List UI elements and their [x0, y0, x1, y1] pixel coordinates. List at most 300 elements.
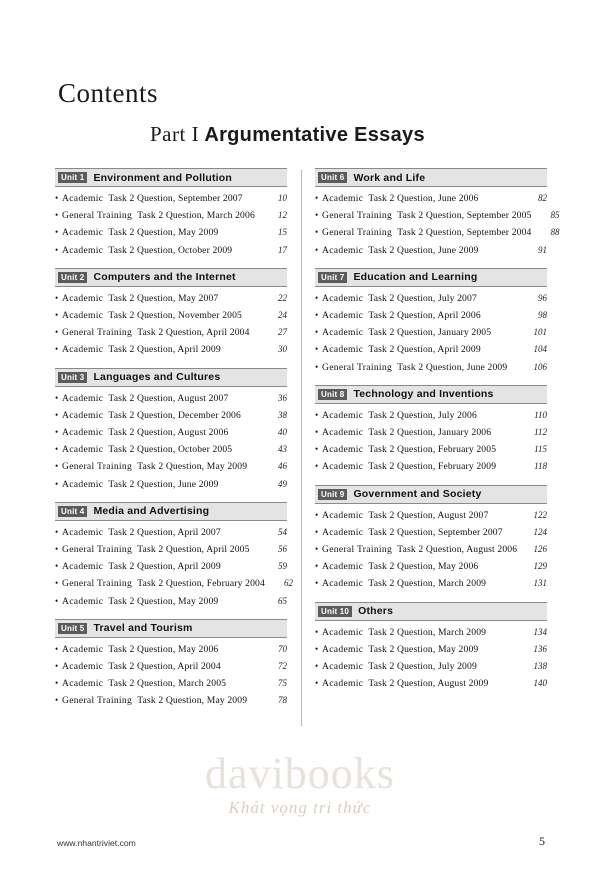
toc-entry-kind: Academic	[62, 392, 104, 404]
toc-entry-page: 82	[538, 193, 547, 203]
toc-entry-page: 54	[278, 526, 287, 537]
toc-entry-description: Task 2 Question, April 2009	[108, 344, 221, 356]
unit-block	[55, 268, 287, 359]
toc-entry-description: Task 2 Question, August 2006	[108, 427, 229, 439]
toc-entry[interactable]	[315, 324, 547, 341]
toc-entry-description: Task 2 Question, September 2004	[397, 227, 532, 239]
toc-entry[interactable]	[315, 658, 547, 675]
toc-entry[interactable]	[55, 290, 287, 307]
footer-url: www.nhantriviet.com	[57, 838, 136, 848]
bullet-icon: •	[55, 210, 59, 221]
bullet-icon: •	[55, 244, 59, 255]
toc-entry-description: Task 2 Question, September 2007	[368, 526, 503, 538]
toc-entry-description: Task 2 Question, March 2009	[368, 626, 487, 638]
toc-entry[interactable]	[315, 558, 547, 575]
toc-entry-page: 59	[278, 561, 287, 572]
unit-title: Government and Society	[353, 488, 482, 501]
toc-entry-description: Task 2 Question, April 2004	[108, 661, 221, 673]
toc-entry-label	[62, 408, 259, 424]
toc-entry-label	[322, 408, 519, 424]
toc-entry-page: 85	[550, 210, 560, 221]
toc-entry[interactable]	[315, 307, 547, 324]
unit-title: Environment and Pollution	[93, 171, 233, 184]
toc-entry-description: Task 2 Question, August 2007	[368, 509, 489, 521]
toc-entry[interactable]	[315, 641, 547, 658]
bullet-icon: •	[55, 427, 59, 438]
toc-entry-kind: General Training	[62, 461, 133, 473]
toc-entry-label	[62, 693, 259, 709]
toc-entry-page: 10	[278, 193, 287, 203]
toc-entry[interactable]	[315, 541, 547, 558]
bullet-icon: •	[315, 461, 319, 472]
bullet-icon: •	[315, 643, 319, 654]
toc-entry-kind: Academic	[62, 526, 104, 538]
toc-entry-description: Task 2 Question, November 2005	[108, 310, 242, 322]
toc-entry-kind: Academic	[62, 444, 104, 456]
part-heading	[150, 122, 425, 147]
toc-entry-page: 106	[533, 361, 547, 372]
bullet-icon: •	[55, 544, 59, 555]
toc-entry[interactable]	[55, 424, 287, 441]
toc-entry-kind: Academic	[62, 643, 104, 655]
bullet-icon: •	[55, 292, 59, 303]
toc-entry-description: Task 2 Question, October 2009	[108, 244, 233, 256]
toc-entry-kind: Academic	[62, 227, 104, 239]
toc-entry-kind: Academic	[62, 344, 104, 356]
toc-entry-page: 126	[533, 544, 547, 555]
toc-entry-kind: Academic	[322, 193, 364, 204]
toc-entry[interactable]	[55, 641, 287, 658]
toc-entry[interactable]	[315, 290, 547, 307]
toc-entry-page: 75	[278, 678, 287, 689]
toc-entry-label	[322, 360, 519, 376]
unit-number-badge: Unit 8	[318, 389, 347, 400]
bullet-icon: •	[55, 695, 59, 706]
toc-entry[interactable]	[315, 341, 547, 358]
toc-entry-description: Task 2 Question, May 2009	[137, 695, 248, 707]
toc-entry[interactable]	[315, 207, 560, 224]
toc-entry-label	[62, 477, 259, 493]
bullet-icon: •	[315, 244, 319, 255]
toc-entry-kind: Academic	[322, 327, 364, 339]
toc-entry-label	[62, 594, 259, 610]
toc-entry-page: 118	[534, 461, 547, 472]
toc-entry-description: Task 2 Question, May 2009	[108, 595, 219, 607]
toc-entry-label	[62, 576, 265, 592]
toc-entry-description: Task 2 Question, June 2009	[108, 478, 219, 490]
bullet-icon: •	[315, 509, 319, 520]
toc-entry-kind: Academic	[62, 292, 104, 304]
toc-entry-page: 112	[534, 427, 547, 438]
toc-entry-page: 46	[278, 461, 287, 472]
toc-entry[interactable]	[315, 624, 547, 641]
unit-header[interactable]	[315, 602, 547, 621]
toc-entry[interactable]	[315, 407, 547, 424]
toc-entry-label	[322, 508, 519, 524]
toc-entry-kind: Academic	[62, 409, 104, 421]
unit-number-badge: Unit 6	[318, 172, 347, 183]
unit-number-badge: Unit 3	[58, 372, 87, 383]
toc-entry-label	[62, 342, 259, 358]
toc-entry-label	[62, 642, 259, 658]
bullet-icon: •	[55, 461, 59, 472]
toc-entry-page: 49	[278, 478, 287, 489]
toc-entry[interactable]	[315, 424, 547, 441]
toc-entry-kind: General Training	[62, 210, 133, 222]
toc-entry-page: 122	[533, 509, 547, 520]
toc-entry-page: 56	[278, 544, 287, 555]
toc-entry-page: 38	[278, 409, 287, 420]
bullet-icon: •	[315, 210, 319, 221]
toc-entry-label	[62, 676, 259, 692]
toc-entry-label	[62, 559, 259, 575]
unit-title: Education and Learning	[353, 271, 478, 284]
bullet-icon: •	[55, 578, 59, 589]
bullet-icon: •	[315, 327, 319, 338]
contents-column-right	[315, 168, 560, 701]
toc-entry-kind: General Training	[62, 327, 133, 339]
unit-block	[315, 385, 547, 476]
toc-entry-kind: Academic	[62, 661, 104, 673]
footer-page-number: 5	[539, 834, 545, 848]
bullet-icon: •	[315, 561, 319, 572]
toc-entry-label	[62, 525, 259, 541]
toc-entry-label	[322, 625, 519, 641]
toc-entry[interactable]	[315, 224, 560, 241]
toc-entry[interactable]	[55, 476, 287, 493]
toc-entry-page: 62	[283, 578, 293, 589]
unit-block	[315, 485, 547, 593]
toc-entry-description: Task 2 Question, January 2006	[368, 427, 492, 439]
toc-entry-label	[322, 291, 519, 307]
toc-entry-description: Task 2 Question, February 2009	[368, 461, 497, 473]
toc-entry[interactable]	[55, 458, 287, 475]
toc-entry-kind: Academic	[322, 643, 364, 655]
toc-entry-description: Task 2 Question, July 2009	[368, 661, 477, 673]
bullet-icon: •	[55, 392, 59, 403]
bullet-icon: •	[55, 595, 59, 606]
toc-entry-label	[62, 225, 259, 241]
bullet-icon: •	[315, 292, 319, 303]
toc-entry[interactable]	[315, 675, 547, 692]
toc-entry-label	[322, 342, 519, 358]
unit-number-badge: Unit 1	[58, 172, 87, 183]
toc-entry-kind: Academic	[322, 578, 364, 590]
toc-entry-label	[62, 659, 259, 675]
toc-entry-description: Task 2 Question, June 2009	[368, 244, 479, 256]
toc-entry-label	[322, 442, 519, 458]
toc-entry-description: Task 2 Question, February 2005	[368, 444, 497, 456]
toc-entry-page: 131	[533, 578, 547, 589]
toc-entry[interactable]	[55, 692, 287, 709]
unit-title: Media and Advertising	[93, 505, 210, 518]
toc-entry-kind: Academic	[322, 461, 364, 473]
toc-entry-page: 15	[278, 227, 287, 238]
unit-title: Technology and Inventions	[353, 388, 494, 401]
toc-entry-page: 17	[278, 244, 287, 255]
toc-entry-description: Task 2 Question, September 2005	[397, 210, 532, 222]
toc-entry-kind: Academic	[62, 678, 104, 690]
toc-entry[interactable]	[55, 524, 287, 541]
toc-entry-kind: Academic	[322, 292, 364, 304]
toc-entry-label	[322, 243, 519, 259]
toc-entry-description: Task 2 Question, April 2009	[368, 344, 481, 356]
bullet-icon: •	[55, 678, 59, 689]
toc-entry-description: Task 2 Question, April 2007	[108, 526, 221, 538]
toc-entry-label	[322, 542, 519, 558]
bullet-icon: •	[315, 361, 319, 372]
toc-entry-label	[322, 459, 519, 475]
bullet-icon: •	[315, 427, 319, 438]
unit-title: Work and Life	[353, 171, 426, 184]
unit-number-badge: Unit 2	[58, 272, 87, 283]
watermark-main: davibooks	[205, 749, 395, 798]
watermark-sub: Khát vọng tri thức	[228, 798, 372, 817]
unit-header[interactable]	[55, 502, 287, 521]
toc-entry-page: 12	[278, 210, 287, 221]
toc-entry-description: Task 2 Question, June 2006	[368, 193, 479, 204]
toc-entry-label	[62, 208, 259, 224]
toc-entry-label	[62, 391, 259, 407]
toc-entry[interactable]	[315, 242, 547, 259]
toc-entry[interactable]	[315, 458, 547, 475]
toc-entry-page: 98	[538, 310, 547, 321]
toc-entry[interactable]	[55, 407, 287, 424]
toc-entry-label	[322, 191, 519, 207]
toc-entry[interactable]	[55, 593, 287, 610]
bullet-icon: •	[315, 344, 319, 355]
toc-entry-kind: Academic	[62, 561, 104, 573]
contents-columns	[55, 168, 560, 728]
unit-header[interactable]	[55, 268, 287, 287]
toc-entry[interactable]	[55, 558, 287, 575]
toc-entry-label	[62, 425, 259, 441]
unit-block	[315, 168, 560, 259]
toc-entry[interactable]	[55, 207, 287, 224]
unit-block	[55, 502, 293, 610]
toc-entry[interactable]	[55, 224, 287, 241]
toc-entry-label	[62, 325, 259, 341]
toc-entry-description: Task 2 Question, June 2009	[397, 361, 508, 373]
toc-entry[interactable]	[55, 658, 287, 675]
toc-entry-description: Task 2 Question, May 2009	[368, 643, 479, 655]
toc-entry-description: Task 2 Question, October 2005	[108, 444, 233, 456]
unit-header[interactable]	[55, 368, 287, 387]
toc-entry-page: 24	[278, 310, 287, 321]
toc-entry-kind: Academic	[322, 678, 364, 690]
toc-entry-description: Task 2 Question, December 2006	[108, 409, 241, 421]
toc-entry-label	[322, 308, 519, 324]
bullet-icon: •	[315, 310, 319, 321]
toc-entry-kind: Academic	[322, 444, 364, 456]
bullet-icon: •	[315, 661, 319, 672]
part-name: Argumentative Essays	[204, 124, 425, 146]
toc-entry-page: 88	[550, 227, 560, 238]
toc-entry[interactable]	[55, 341, 287, 358]
toc-entry-kind: Academic	[322, 310, 364, 322]
toc-entry-description: Task 2 Question, May 2009	[108, 227, 219, 239]
toc-entry-kind: Academic	[322, 409, 364, 421]
unit-block	[55, 168, 287, 259]
toc-entry-kind: Academic	[322, 661, 364, 673]
toc-entry-page: 72	[278, 661, 287, 672]
toc-entry-description: Task 2 Question, March 2006	[137, 210, 255, 222]
toc-entry[interactable]	[315, 507, 547, 524]
toc-entry[interactable]	[55, 541, 287, 558]
unit-header[interactable]	[315, 385, 547, 404]
bullet-icon: •	[315, 544, 319, 555]
toc-entry[interactable]	[55, 307, 287, 324]
unit-title: Computers and the Internet	[93, 271, 236, 284]
toc-entry-kind: General Training	[62, 544, 133, 556]
toc-entry-kind: General Training	[62, 695, 133, 707]
toc-entry-page: 101	[533, 327, 547, 338]
toc-entry-label	[322, 559, 519, 575]
toc-entry-description: Task 2 Question, April 2005	[137, 544, 250, 556]
toc-entry-description: Task 2 Question, May 2009	[137, 461, 248, 473]
toc-entry-page: 96	[538, 292, 547, 303]
toc-entry-kind: Academic	[322, 526, 364, 538]
toc-entry-kind: Academic	[62, 478, 104, 490]
unit-header[interactable]	[315, 168, 547, 187]
bullet-icon: •	[55, 310, 59, 321]
bullet-icon: •	[315, 409, 319, 420]
toc-entry-page: 65	[278, 595, 287, 606]
toc-entry-kind: Academic	[62, 310, 104, 322]
bullet-icon: •	[55, 661, 59, 672]
toc-entry-label	[322, 642, 519, 658]
toc-entry[interactable]	[55, 675, 287, 692]
bullet-icon: •	[55, 344, 59, 355]
toc-entry-description: Task 2 Question, February 2004	[137, 578, 265, 590]
bullet-icon: •	[55, 327, 59, 338]
toc-entry-description: Task 2 Question, August 2007	[108, 392, 229, 404]
toc-entry-kind: General Training	[322, 227, 393, 239]
toc-entry[interactable]	[55, 242, 287, 259]
toc-entry-description: Task 2 Question, January 2005	[368, 327, 492, 339]
toc-entry-label	[322, 676, 519, 692]
unit-block	[315, 268, 547, 376]
toc-entry-description: Task 2 Question, September 2007	[108, 193, 243, 204]
toc-entry-kind: Academic	[322, 427, 364, 439]
toc-entry[interactable]	[55, 441, 287, 458]
unit-block	[315, 602, 547, 693]
page-title: Contents	[58, 78, 159, 108]
toc-entry-description: Task 2 Question, April 2004	[137, 327, 250, 339]
bullet-icon: •	[315, 678, 319, 689]
toc-entry-label	[322, 525, 519, 541]
toc-entry-page: 43	[278, 444, 287, 455]
toc-entry-kind: Academic	[62, 244, 104, 256]
toc-entry[interactable]	[55, 575, 293, 592]
toc-entry-page: 40	[278, 427, 287, 438]
bullet-icon: •	[55, 444, 59, 455]
toc-entry-description: Task 2 Question, March 2009	[368, 578, 487, 590]
toc-entry-page: 136	[533, 643, 547, 654]
unit-number-badge: Unit 4	[58, 506, 87, 517]
toc-entry-description: Task 2 Question, May 2007	[108, 292, 219, 304]
toc-entry-label	[62, 542, 259, 558]
bullet-icon: •	[55, 643, 59, 654]
toc-entry-description: Task 2 Question, August 2009	[368, 678, 489, 690]
unit-number-badge: Unit 9	[318, 489, 347, 500]
unit-title: Travel and Tourism	[93, 622, 193, 635]
toc-entry[interactable]	[315, 441, 547, 458]
unit-header[interactable]	[315, 485, 547, 504]
toc-entry-page: 129	[533, 561, 547, 572]
toc-entry-kind: Academic	[322, 344, 364, 356]
bullet-icon: •	[315, 626, 319, 637]
toc-entry-kind: General Training	[322, 544, 393, 556]
bullet-icon: •	[315, 193, 319, 203]
bullet-icon: •	[315, 578, 319, 589]
toc-entry-kind: Academic	[62, 595, 104, 607]
toc-entry-kind: Academic	[62, 427, 104, 439]
toc-entry[interactable]	[55, 324, 287, 341]
toc-entry-description: Task 2 Question, July 2007	[368, 292, 477, 304]
toc-entry-page: 140	[533, 678, 547, 689]
watermark	[0, 749, 600, 818]
toc-entry-page: 70	[278, 643, 287, 654]
toc-entry-description: Task 2 Question, August 2006	[397, 544, 518, 556]
toc-entry-label	[62, 291, 259, 307]
toc-entry-label	[322, 208, 531, 224]
toc-entry-page: 124	[533, 526, 547, 537]
contents-column-left	[55, 168, 293, 719]
toc-entry-description: Task 2 Question, April 2009	[108, 561, 221, 573]
toc-entry-page: 138	[533, 661, 547, 672]
toc-entry-label	[62, 459, 259, 475]
toc-entry-kind: Academic	[322, 509, 364, 521]
toc-entry[interactable]	[55, 190, 287, 207]
toc-entry-label	[322, 225, 531, 241]
toc-entry-label	[322, 425, 519, 441]
toc-entry-page: 22	[278, 292, 287, 303]
bullet-icon: •	[315, 526, 319, 537]
toc-entry-label	[62, 308, 259, 324]
toc-entry-label	[62, 442, 259, 458]
toc-entry-kind: Academic	[322, 244, 364, 256]
unit-block	[55, 368, 287, 493]
toc-entry-page: 91	[538, 244, 547, 255]
unit-header[interactable]	[315, 268, 547, 287]
column-divider	[301, 170, 302, 726]
toc-entry[interactable]	[55, 390, 287, 407]
toc-entry-kind: General Training	[322, 210, 393, 222]
toc-entry[interactable]	[315, 190, 547, 207]
toc-entry-kind: Academic	[62, 193, 104, 204]
unit-header[interactable]	[55, 619, 287, 638]
bullet-icon: •	[55, 227, 59, 238]
toc-entry-kind: General Training	[62, 578, 133, 590]
toc-entry-label	[62, 191, 259, 207]
bullet-icon: •	[55, 478, 59, 489]
toc-entry[interactable]	[315, 575, 547, 592]
part-label: Part I	[150, 122, 200, 146]
unit-block	[55, 619, 287, 710]
unit-header[interactable]	[55, 168, 287, 187]
toc-entry-page: 104	[533, 344, 547, 355]
toc-entry-label	[322, 325, 519, 341]
toc-entry[interactable]	[315, 359, 547, 376]
toc-entry[interactable]	[315, 524, 547, 541]
toc-entry-page: 134	[533, 626, 547, 637]
unit-title: Others	[358, 605, 394, 618]
toc-entry-description: Task 2 Question, May 2006	[368, 561, 479, 573]
bullet-icon: •	[55, 526, 59, 537]
unit-title: Languages and Cultures	[93, 371, 221, 384]
toc-entry-label	[322, 576, 519, 592]
